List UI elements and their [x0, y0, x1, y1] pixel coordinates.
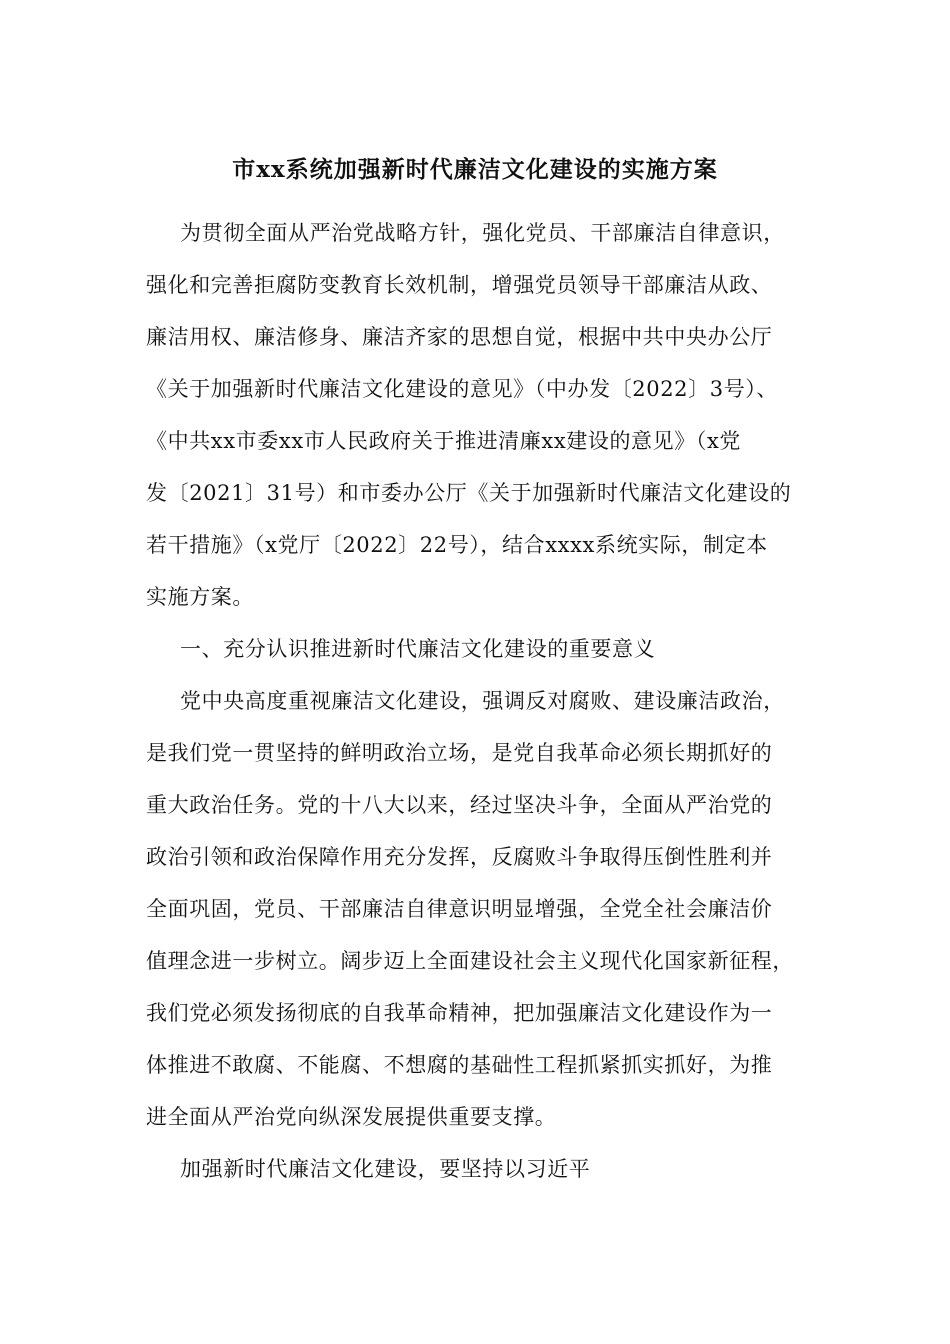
text-line: 全面巩固，党员、干部廉洁自律意识明显增强，全党全社会廉洁价: [146, 897, 773, 921]
text-line: 体推进不敢腐、不能腐、不想腐的基础性工程抓紧抓实抓好，为推: [146, 1053, 773, 1077]
text-line: 若干措施》（x党厅〔2022〕22号），结合xxxx系统实际，制定本: [146, 533, 768, 557]
text-line: 值理念进一步树立。阔步迈上全面建设社会主义现代化国家新征程，: [146, 949, 794, 973]
text-line: 强化和完善拒腐防变教育长效机制，增强党员领导干部廉洁从政、: [146, 273, 773, 297]
text-line: 党中央高度重视廉洁文化建设，强调反对腐败、建设廉洁政治，: [180, 689, 785, 713]
document-title: 市xx系统加强新时代廉洁文化建设的实施方案: [232, 156, 718, 183]
text-line: 《中共xx市委xx市人民政府关于推进清廉xx建设的意见》（x党: [146, 429, 742, 453]
text-line: 是我们党一贯坚持的鲜明政治立场，是党自我革命必须长期抓好的: [146, 741, 773, 765]
text-line: 进全面从严治党向纵深发展提供重要支撑。: [146, 1105, 557, 1129]
text-line: 我们党必须发扬彻底的自我革命精神，把加强廉洁文化建设作为一: [146, 1001, 773, 1025]
text-line: 为贯彻全面从严治党战略方针，强化党员、干部廉洁自律意识，: [180, 221, 785, 245]
text-line: 政治引领和政治保障作用充分发挥，反腐败斗争取得压倒性胜利并: [146, 845, 773, 869]
text-line: 《关于加强新时代廉洁文化建设的意见》（中办发〔2022〕3号）、: [146, 377, 779, 401]
text-line: 发〔2021〕31号）和市委办公厅《关于加强新时代廉洁文化建设的: [146, 481, 792, 505]
text-line: 廉洁用权、廉洁修身、廉洁齐家的思想自觉，根据中共中央办公厅: [146, 325, 773, 349]
section-heading: 一、充分认识推进新时代廉洁文化建设的重要意义: [180, 637, 656, 661]
text-line: 加强新时代廉洁文化建设，要坚持以习近平: [180, 1157, 591, 1181]
text-line: 重大政治任务。党的十八大以来，经过坚决斗争，全面从严治党的: [146, 793, 773, 817]
text-line: 实施方案。: [146, 585, 254, 609]
